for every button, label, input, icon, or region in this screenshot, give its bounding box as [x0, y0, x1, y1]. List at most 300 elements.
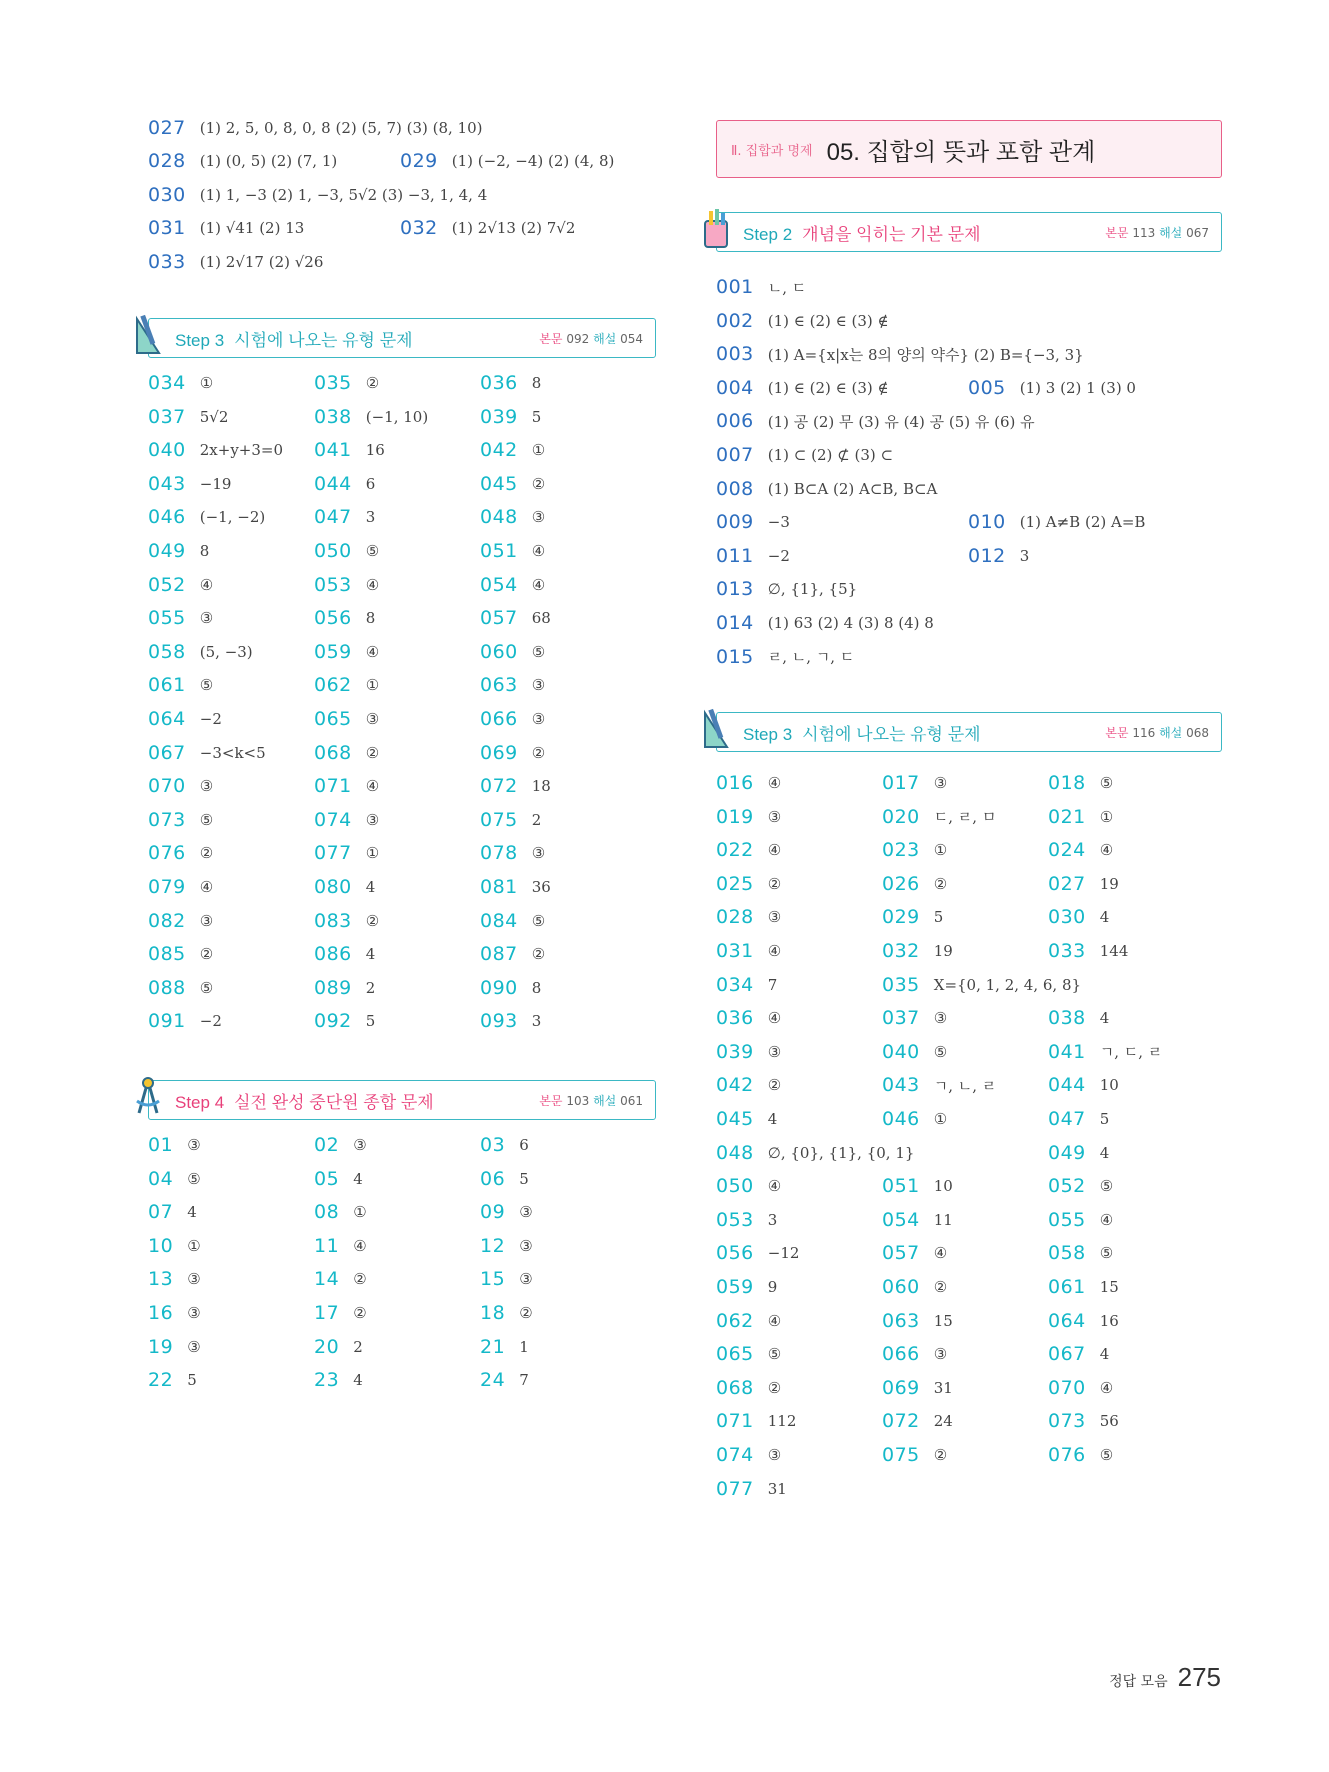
answer-value: (1) ∈ (2) ∈ (3) ∉ — [767, 311, 889, 330]
problem-number: 002 — [716, 309, 754, 332]
problem-number: 082 — [148, 909, 186, 932]
answer-item — [480, 500, 545, 534]
problem-number: 020 — [882, 805, 920, 828]
problem-number: 038 — [1048, 1007, 1086, 1030]
answer-value: ④ — [767, 942, 782, 960]
answer-value: 112 — [767, 1412, 797, 1431]
problem-number: 04 — [148, 1167, 174, 1190]
problem-number: 029 — [882, 906, 920, 929]
answer-item — [314, 1363, 363, 1397]
answer-value: ㄴ, ㄷ — [767, 278, 807, 297]
answer-item — [148, 144, 337, 178]
answer-value: 8 — [531, 374, 542, 392]
answer-item — [314, 870, 375, 904]
answer-item — [148, 534, 209, 568]
answer-value: −2 — [199, 1012, 222, 1031]
answer-item — [148, 635, 253, 669]
answer-item — [314, 1004, 375, 1038]
answer-value: 144 — [1099, 942, 1129, 960]
answer-value: 4 — [1099, 1143, 1110, 1162]
answer-item — [314, 568, 379, 602]
answer-item — [480, 1296, 533, 1330]
problem-number: 065 — [314, 708, 352, 730]
answer-item — [480, 534, 545, 568]
answer-item — [1048, 1304, 1119, 1338]
answer-value: ① — [365, 844, 380, 863]
answer-item — [480, 568, 545, 602]
problem-number: 09 — [480, 1201, 506, 1224]
answer-item — [1048, 1236, 1113, 1270]
problem-number: 070 — [1048, 1376, 1086, 1399]
answer-value: ㄱ, ㄴ, ㄹ — [933, 1076, 997, 1095]
problem-number: 044 — [314, 472, 352, 495]
problem-number: 070 — [148, 775, 186, 798]
problem-number: 062 — [314, 674, 352, 697]
answer-value: ② — [767, 874, 782, 893]
answer-item — [1048, 833, 1113, 867]
problem-number: 01 — [148, 1134, 174, 1156]
problem-number: 077 — [716, 1477, 754, 1500]
answer-item — [1048, 1136, 1109, 1170]
problem-number: 033 — [148, 251, 186, 273]
problem-number: 007 — [716, 444, 754, 466]
problem-number: 006 — [716, 410, 754, 433]
problem-number: 068 — [314, 741, 352, 764]
answer-item — [314, 433, 385, 467]
problem-number: 091 — [148, 1010, 186, 1033]
problem-number: 025 — [716, 872, 754, 895]
answer-value: ③ — [365, 810, 380, 829]
problem-number: 045 — [716, 1108, 754, 1130]
answer-value: ∅, {1}, {5} — [767, 580, 858, 599]
answer-value: ③ — [187, 1270, 201, 1289]
answer-item — [314, 769, 379, 803]
answer-item — [314, 803, 379, 837]
answer-item — [716, 800, 781, 834]
problem-number: 056 — [716, 1242, 754, 1265]
answer-value: ③ — [767, 1446, 782, 1464]
answer-item — [882, 1068, 996, 1102]
answer-value: ④ — [365, 575, 380, 594]
answer-item — [480, 736, 545, 770]
answer-item — [314, 1128, 367, 1162]
answer-value: 6 — [519, 1136, 529, 1154]
answer-value: ③ — [365, 710, 380, 728]
problem-number: 046 — [882, 1108, 920, 1130]
answer-item — [882, 1304, 953, 1338]
answer-item — [882, 1203, 953, 1237]
answer-item — [882, 1371, 953, 1405]
answer-item — [148, 178, 487, 212]
answer-value: ③ — [187, 1136, 201, 1154]
answer-value: ④ — [1099, 841, 1114, 860]
answer-value: (1) 2, 5, 0, 8, 0, 8 (2) (5, 7) (3) (8, 10) — [199, 119, 483, 137]
answer-value: 15 — [1099, 1278, 1119, 1296]
answer-item — [480, 769, 551, 803]
answer-item — [480, 1363, 529, 1397]
problem-number: 083 — [314, 909, 352, 932]
problem-number: 036 — [480, 372, 518, 394]
answer-value: ③ — [199, 911, 214, 930]
answer-value: ④ — [767, 1009, 782, 1028]
answer-item — [882, 900, 943, 934]
answer-value: 5 — [187, 1371, 197, 1390]
problem-number: 021 — [1048, 805, 1086, 828]
problem-number: 037 — [148, 405, 186, 428]
problem-number: 041 — [314, 439, 352, 462]
answer-item — [716, 1102, 777, 1136]
footer-label: 정답 모음 — [1109, 1674, 1168, 1690]
step-reference: 본문 116 해설 068 — [1105, 725, 1209, 740]
answer-value: (1) √41 (2) 13 — [199, 219, 305, 237]
answer-item — [480, 971, 541, 1005]
problem-number: 039 — [480, 405, 518, 428]
answer-value: ㄷ, ㄹ, ㅁ — [933, 808, 997, 827]
answer-value: ㄱ, ㄷ, ㄹ — [1099, 1043, 1163, 1062]
answer-item — [314, 1195, 367, 1229]
answer-item — [480, 1229, 533, 1263]
step-title: 실전 완성 중단원 종합 문제 — [234, 1092, 434, 1112]
answer-value: 5 — [933, 908, 944, 927]
answer-value: (1) 공 (2) 무 (3) 유 (4) 공 (5) 유 (6) 유 — [767, 412, 1035, 431]
answer-value: ② — [933, 874, 948, 893]
answer-item — [148, 1330, 201, 1364]
problem-number: 064 — [1048, 1309, 1086, 1332]
problem-number: 034 — [716, 973, 754, 996]
answer-item — [882, 1404, 953, 1438]
answer-value: ③ — [519, 1236, 533, 1255]
step-title: 시험에 나오는 유형 문제 — [802, 724, 981, 744]
answer-item — [148, 668, 213, 702]
problem-number: 11 — [314, 1234, 340, 1257]
ruler-icon — [701, 707, 731, 751]
answer-value: 5√2 — [199, 407, 229, 426]
problem-number: 071 — [716, 1410, 754, 1433]
problem-number: 066 — [480, 708, 518, 730]
answer-item — [314, 702, 379, 736]
problem-number: 042 — [716, 1074, 754, 1097]
problem-number: 086 — [314, 943, 352, 966]
step3-left-header — [148, 318, 656, 358]
answer-value: ③ — [531, 710, 546, 728]
problem-number: 087 — [480, 943, 518, 966]
problem-number: 041 — [1048, 1040, 1086, 1063]
answer-item — [480, 1004, 541, 1038]
answer-value: 4 — [365, 878, 376, 896]
answer-value: ④ — [365, 642, 380, 661]
answer-item — [148, 702, 222, 736]
problem-number: 088 — [148, 976, 186, 999]
chapter-title: 05. 집합의 뜻과 포함 관계 — [826, 138, 1096, 166]
answer-value: (1) ∈ (2) ∈ (3) ∉ — [767, 378, 889, 397]
problem-number: 030 — [1048, 906, 1086, 929]
answer-item — [716, 572, 857, 606]
answer-value: ④ — [531, 542, 546, 560]
problem-number: 026 — [882, 872, 920, 895]
problem-number: 069 — [480, 741, 518, 764]
answer-item — [1048, 1371, 1113, 1405]
problem-number: 16 — [148, 1302, 174, 1324]
answer-item — [882, 833, 947, 867]
problem-number: 067 — [1048, 1343, 1086, 1366]
answer-value: 7 — [519, 1371, 529, 1390]
answer-value: ⑤ — [767, 1345, 782, 1364]
answer-value: 11 — [933, 1210, 953, 1229]
answer-value: ① — [531, 441, 546, 460]
answer-value: ③ — [353, 1136, 367, 1154]
problem-number: 092 — [314, 1010, 352, 1033]
problem-number: 013 — [716, 578, 754, 601]
answer-item — [148, 1195, 197, 1229]
answer-item — [480, 702, 545, 736]
problem-number: 050 — [314, 540, 352, 562]
answer-item — [148, 245, 323, 279]
answer-value: ④ — [767, 841, 782, 860]
problem-number: 073 — [1048, 1410, 1086, 1433]
problem-number: 062 — [716, 1309, 754, 1332]
problem-number: 043 — [882, 1074, 920, 1097]
problem-number: 038 — [314, 405, 352, 428]
problem-number: 042 — [480, 439, 518, 462]
problem-number: 093 — [480, 1010, 518, 1033]
problem-number: 009 — [716, 511, 754, 534]
problem-number: 035 — [314, 372, 352, 394]
answer-value: 4 — [353, 1371, 363, 1390]
answer-item — [480, 836, 545, 870]
answer-value: (−1, 10) — [365, 407, 429, 426]
step-reference: 본문 113 해설 067 — [1105, 225, 1209, 240]
problem-number: 051 — [480, 540, 518, 562]
answer-value: (1) A≠B (2) A=B — [1019, 513, 1146, 532]
problem-number: 017 — [882, 772, 920, 794]
answer-item — [716, 1068, 781, 1102]
answer-value: −3 — [767, 513, 790, 532]
problem-number: 075 — [480, 808, 518, 831]
answer-value: ② — [531, 945, 546, 964]
answer-item — [716, 1472, 787, 1506]
problem-number: 15 — [480, 1268, 506, 1291]
answer-value: ③ — [519, 1203, 533, 1222]
answer-item — [148, 568, 213, 602]
problem-number: 027 — [148, 117, 186, 139]
answer-item — [716, 539, 790, 573]
answer-value: 2 — [365, 978, 376, 997]
answer-value: ② — [365, 911, 380, 930]
problem-number: 059 — [716, 1276, 754, 1298]
answer-value: 15 — [933, 1311, 953, 1330]
answer-value: 5 — [519, 1169, 529, 1188]
step-reference: 본문 103 해설 061 — [539, 1093, 643, 1108]
answer-item — [314, 668, 379, 702]
problem-number: 015 — [716, 645, 754, 668]
answer-item — [716, 833, 781, 867]
answer-value: ⑤ — [933, 1042, 948, 1061]
problem-number: 012 — [968, 544, 1006, 567]
answer-item — [148, 971, 213, 1005]
problem-number: 011 — [716, 544, 754, 567]
problem-number: 033 — [1048, 940, 1086, 962]
answer-value: 8 — [531, 978, 542, 997]
answer-item — [716, 1371, 781, 1405]
problem-number: 089 — [314, 976, 352, 999]
answer-item — [148, 1004, 222, 1038]
answer-value: ③ — [199, 777, 214, 796]
answer-item — [480, 635, 545, 669]
answer-item — [716, 1438, 781, 1472]
answer-value: ③ — [531, 844, 546, 863]
problem-number: 034 — [148, 372, 186, 394]
answer-item — [1048, 1102, 1109, 1136]
problem-number: 019 — [716, 805, 754, 828]
answer-value: ③ — [531, 508, 546, 527]
problem-number: 058 — [148, 640, 186, 663]
answer-value: 5 — [531, 407, 542, 426]
problem-number: 06 — [480, 1167, 506, 1190]
answer-item — [148, 803, 213, 837]
answer-item — [400, 211, 575, 245]
pencil-case-icon — [701, 207, 731, 251]
answer-value: ④ — [1099, 1210, 1114, 1229]
answer-value: ② — [933, 1278, 948, 1296]
answer-value: ② — [199, 844, 214, 863]
answer-value: 4 — [353, 1169, 363, 1188]
problem-number: 037 — [882, 1007, 920, 1030]
answer-item — [148, 836, 213, 870]
answer-value: ① — [365, 676, 380, 695]
answer-item — [1048, 900, 1109, 934]
answer-value: ⑤ — [531, 911, 546, 930]
answer-item — [716, 968, 777, 1002]
answer-value: ③ — [531, 676, 546, 695]
problem-number: 035 — [882, 973, 920, 996]
answer-item — [148, 904, 213, 938]
answer-item — [1048, 1270, 1119, 1304]
problem-number: 090 — [480, 976, 518, 999]
answer-item — [314, 400, 428, 434]
problem-number: 054 — [882, 1208, 920, 1231]
step-label: Step 3 — [175, 330, 225, 350]
answer-value: 3 — [365, 508, 376, 527]
answer-value: ② — [365, 743, 380, 762]
problem-number: 074 — [716, 1444, 754, 1466]
answer-value: 16 — [1099, 1311, 1119, 1330]
answer-item — [882, 1102, 947, 1136]
answer-item — [1048, 1035, 1162, 1069]
problem-number: 001 — [716, 276, 754, 298]
problem-number: 077 — [314, 842, 352, 865]
answer-item — [480, 467, 545, 501]
problem-number: 060 — [480, 640, 518, 663]
answer-value: ⑤ — [531, 642, 546, 661]
step-title: 시험에 나오는 유형 문제 — [234, 330, 413, 350]
problem-number: 072 — [882, 1410, 920, 1433]
answer-value: ② — [199, 945, 214, 964]
answer-value: ③ — [767, 1042, 782, 1061]
answer-value: ① — [933, 841, 948, 860]
answer-value: 31 — [933, 1378, 953, 1397]
problem-number: 055 — [148, 607, 186, 630]
answer-item — [882, 800, 996, 834]
answer-item — [1048, 1337, 1109, 1371]
answer-value: −3<k<5 — [199, 743, 266, 762]
problem-number: 058 — [1048, 1242, 1086, 1265]
problem-number: 22 — [148, 1369, 174, 1392]
problem-number: 028 — [716, 906, 754, 929]
answer-value: X={0, 1, 2, 4, 6, 8} — [933, 975, 1082, 994]
answer-item — [148, 1296, 201, 1330]
answer-item — [314, 601, 375, 635]
problem-number: 071 — [314, 775, 352, 798]
answer-item — [1048, 766, 1113, 800]
problem-number: 053 — [314, 573, 352, 596]
answer-item — [480, 1262, 533, 1296]
answer-value: 7 — [767, 975, 778, 994]
answer-item — [480, 1195, 533, 1229]
problem-number: 076 — [148, 842, 186, 865]
answer-value: (1) 2√13 (2) 7√2 — [451, 219, 576, 237]
answer-value: ④ — [199, 575, 214, 594]
answer-item — [1048, 1438, 1113, 1472]
answer-item — [480, 366, 541, 400]
answer-item — [882, 1270, 947, 1304]
answer-value: ④ — [767, 774, 782, 792]
answer-item — [314, 1262, 367, 1296]
problem-number: 040 — [148, 439, 186, 462]
answer-item — [314, 467, 375, 501]
answer-item — [716, 867, 781, 901]
answer-item — [716, 900, 781, 934]
problem-number: 047 — [314, 506, 352, 529]
answer-value: 18 — [531, 777, 551, 796]
answer-item — [882, 1236, 947, 1270]
problem-number: 18 — [480, 1302, 506, 1324]
answer-item — [148, 937, 213, 971]
answer-value: 8 — [199, 542, 210, 560]
answer-value: 2 — [531, 810, 542, 829]
answer-item — [314, 1162, 363, 1196]
answer-item — [314, 904, 379, 938]
answer-value: ⑤ — [1099, 1177, 1114, 1196]
problem-number: 029 — [400, 150, 438, 172]
answer-item — [716, 505, 790, 539]
answer-value: ② — [767, 1076, 782, 1095]
answer-item — [480, 1162, 529, 1196]
problem-number: 19 — [148, 1335, 174, 1358]
problem-number: 016 — [716, 772, 754, 794]
problem-number: 061 — [1048, 1276, 1086, 1298]
problem-number: 005 — [968, 376, 1006, 399]
chapter-subtitle: Ⅱ. 집합과 명제 — [731, 143, 813, 159]
answer-item — [716, 1035, 781, 1069]
problem-number: 07 — [148, 1201, 174, 1224]
answer-item — [1048, 1203, 1113, 1237]
answer-item — [882, 1169, 953, 1203]
answer-value: ∅, {0}, {1}, {0, 1} — [767, 1143, 915, 1162]
step2-right-header — [716, 212, 1222, 252]
problem-number: 060 — [882, 1276, 920, 1298]
answer-item — [480, 1330, 529, 1364]
compass-icon — [133, 1075, 163, 1119]
answer-value: (1) 3 (2) 1 (3) 0 — [1019, 378, 1136, 397]
answer-value: ④ — [1099, 1378, 1114, 1397]
answer-value: 4 — [1099, 908, 1110, 927]
answer-item — [716, 1001, 781, 1035]
answer-value: ① — [187, 1236, 201, 1255]
step-label: Step 2 — [743, 224, 793, 244]
problem-number: 055 — [1048, 1208, 1086, 1231]
answer-item — [1048, 1001, 1109, 1035]
problem-number: 03 — [480, 1134, 506, 1156]
